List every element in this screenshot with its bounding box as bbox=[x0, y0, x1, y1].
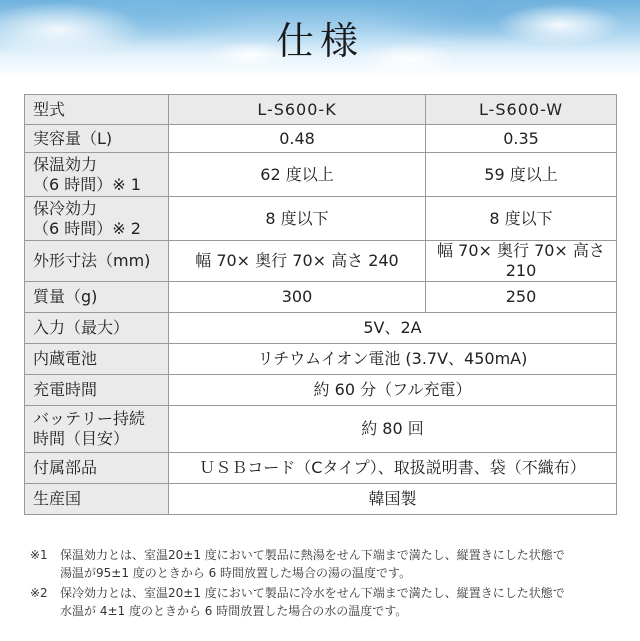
cell-value: 幅 70× 奥行 70× 高さ 240 bbox=[169, 241, 426, 282]
cell-value: 5V、2A bbox=[169, 313, 617, 344]
model-label: 型式 bbox=[25, 95, 169, 125]
row-label: 生産国 bbox=[25, 484, 169, 515]
footnote bbox=[30, 546, 620, 582]
table-row bbox=[25, 344, 617, 375]
footnotes bbox=[30, 546, 620, 622]
table-row bbox=[25, 313, 617, 344]
model-w: L-S600-W bbox=[426, 95, 617, 125]
row-label-line: 時間（目安） bbox=[33, 429, 130, 448]
cell-value: 300 bbox=[169, 282, 426, 313]
table-row bbox=[25, 484, 617, 515]
table-row bbox=[25, 95, 617, 125]
table-row bbox=[25, 406, 617, 453]
row-label bbox=[25, 406, 169, 453]
table-row bbox=[25, 125, 617, 153]
page-title: 仕様 bbox=[275, 19, 364, 63]
cell-value: 韓国製 bbox=[169, 484, 617, 515]
table-row bbox=[25, 282, 617, 313]
row-label-line: 保温効力 bbox=[33, 154, 98, 174]
cell-value: 約 80 回 bbox=[169, 406, 617, 453]
cell-value: 62 度以上 bbox=[169, 153, 426, 197]
row-label: 充電時間 bbox=[25, 375, 169, 406]
water-banner bbox=[0, 0, 640, 78]
cell-value: ＵＳＢコード（Cタイプ）、取扱説明書、袋（不織布） bbox=[169, 453, 617, 484]
table-row bbox=[25, 375, 617, 406]
row-label-line: （6 時間）※ 1 bbox=[33, 174, 141, 194]
model-k: L-S600-K bbox=[169, 95, 426, 125]
footnote bbox=[30, 584, 620, 620]
cell-value: 8 度以下 bbox=[426, 197, 617, 241]
cell-value: リチウムイオン電池 (3.7V、450mA) bbox=[169, 344, 617, 375]
row-label: 実容量（L) bbox=[25, 125, 169, 153]
row-label: 質量（g) bbox=[25, 282, 169, 313]
row-label: 外形寸法（mm) bbox=[25, 241, 169, 282]
cell-value: 8 度以下 bbox=[169, 197, 426, 241]
table-row bbox=[25, 241, 617, 282]
row-label: 入力（最大） bbox=[25, 313, 169, 344]
cell-value: 59 度以上 bbox=[426, 153, 617, 197]
row-label-line: バッテリー持続 bbox=[33, 409, 146, 428]
row-label-line: （6 時間）※ 2 bbox=[33, 218, 141, 238]
footnote-line: 水温が 4±1 度のときから 6 時間放置した場合の水の温度です。 bbox=[60, 604, 408, 618]
table-row bbox=[25, 153, 617, 197]
footnote-mark: ※2 bbox=[30, 586, 48, 600]
cell-value: 0.35 bbox=[426, 125, 617, 153]
row-label bbox=[25, 153, 169, 197]
footnote-mark: ※1 bbox=[30, 548, 48, 562]
cell-value: 約 60 分（フル充電） bbox=[169, 375, 617, 406]
row-label: 付属部品 bbox=[25, 453, 169, 484]
row-label bbox=[25, 197, 169, 241]
spec-table bbox=[24, 94, 617, 515]
footnote-line: 湯温が95±1 度のときから 6 時間放置した場合の湯の温度です。 bbox=[60, 566, 412, 580]
footnote-line: 保冷効力とは、室温20±1 度において製品に冷水をせん下端まで満たし、縦置きにした状態で bbox=[60, 586, 565, 600]
row-label-line: 保冷効力 bbox=[33, 198, 98, 218]
footnote-line: 保温効力とは、室温20±1 度において製品に熱湯をせん下端まで満たし、縦置きにした状態で bbox=[60, 548, 565, 562]
cell-value: 250 bbox=[426, 282, 617, 313]
cell-value: 幅 70× 奥行 70× 高さ 210 bbox=[426, 241, 617, 282]
footnote-text bbox=[60, 546, 620, 582]
footnote-text bbox=[60, 584, 620, 620]
table-row bbox=[25, 197, 617, 241]
table-row bbox=[25, 453, 617, 484]
row-label: 内蔵電池 bbox=[25, 344, 169, 375]
cell-value: 0.48 bbox=[169, 125, 426, 153]
